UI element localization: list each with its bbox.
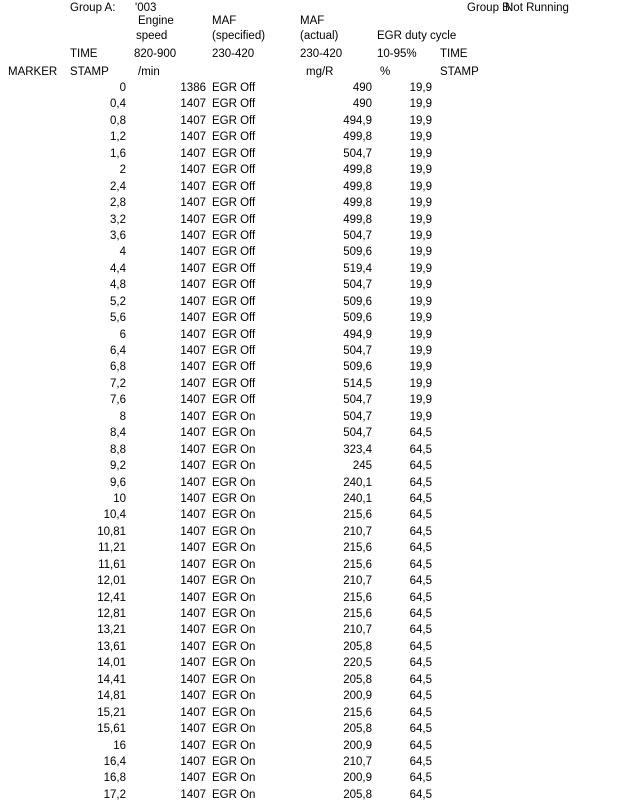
time-stamp-cell: 14,41: [97, 673, 126, 686]
engine-speed-cell: 1407: [180, 575, 206, 588]
table-row: [0, 458, 620, 474]
maf-actual-header-line3: 230-420: [300, 48, 343, 60]
egr-status-cell: EGR Off: [212, 213, 256, 226]
egr-duty-cell: 19,9: [409, 345, 432, 357]
engine-speed-cell: 1407: [180, 180, 206, 193]
table-row: [0, 179, 620, 195]
maf-actual-cell: 514,5: [343, 377, 372, 390]
engine-speed-cell: 1407: [180, 394, 206, 407]
time-stamp-cell: 7,6: [110, 394, 126, 407]
maf-actual-cell: 499,8: [343, 213, 372, 226]
maf-actual-cell: 200,9: [343, 772, 372, 785]
engine-speed-cell: 1407: [180, 690, 206, 703]
engine-speed-cell: 1407: [180, 591, 206, 604]
egr-duty-cell: 64,5: [409, 640, 432, 653]
maf-actual-cell: 509,6: [343, 361, 372, 374]
table-row: [0, 442, 620, 458]
engine-speed-cell: 1407: [180, 443, 206, 456]
time-stamp-cell: 6: [119, 328, 126, 341]
time-stamp-cell: 14,01: [97, 657, 126, 670]
table-row: [0, 212, 620, 228]
table-row: [0, 359, 620, 375]
engine-speed-cell: 1407: [180, 673, 206, 686]
egr-status-cell: EGR On: [212, 608, 256, 620]
egr-status-cell: EGR Off: [212, 147, 256, 160]
maf-actual-cell: 499,8: [343, 131, 372, 144]
engine-speed-cell: 1407: [180, 706, 206, 719]
maf-actual-cell: 210,7: [343, 755, 372, 768]
time-stamp-cell: 13,21: [97, 624, 126, 637]
time-stamp-cell: 8,4: [110, 427, 126, 440]
egr-duty-cell: 64,5: [409, 542, 432, 555]
table-row: [0, 655, 620, 671]
engine-speed-cell: 1407: [180, 460, 206, 473]
engine-speed-cell: 1407: [180, 328, 206, 341]
egr-duty-cell: 64,5: [409, 739, 432, 752]
egr-status-cell: EGR On: [212, 723, 256, 736]
table-row: [0, 228, 620, 244]
egr-status-cell: EGR On: [212, 690, 256, 703]
egr-status-cell: EGR Off: [212, 312, 256, 325]
maf-actual-cell: 519,4: [343, 262, 372, 275]
engine-speed-cell: 1407: [180, 788, 206, 801]
egr-status-cell: EGR On: [212, 624, 256, 637]
time-stamp-cell: 8: [119, 410, 126, 423]
maf-actual-cell: 504,7: [343, 345, 372, 357]
time-stamp-cell: 0,8: [110, 114, 126, 127]
engine-speed-cell: 1407: [180, 723, 206, 736]
maf-actual-cell: 240,1: [343, 492, 372, 505]
maf-actual-cell: 504,7: [343, 279, 372, 292]
group-a-value: '003: [135, 2, 157, 14]
egr-status-cell: EGR Off: [212, 295, 256, 308]
egr-duty-cell: 19,9: [409, 147, 432, 160]
egr-status-cell: EGR Off: [212, 229, 256, 242]
egr-duty-cell: 19,9: [409, 98, 432, 111]
egr-duty-cell: 64,5: [409, 575, 432, 588]
egr-status-cell: EGR On: [212, 575, 256, 588]
egr-status-cell: EGR Off: [212, 345, 256, 357]
egr-status-cell: EGR On: [212, 542, 256, 555]
maf-actual-cell: 509,6: [343, 246, 372, 259]
egr-duty-cell: 64,5: [409, 591, 432, 604]
maf-actual-cell: 504,7: [343, 229, 372, 242]
table-row: [0, 491, 620, 507]
egr-status-cell: EGR Off: [212, 377, 256, 390]
engine-speed-cell: 1407: [180, 427, 206, 440]
engine-speed-cell: 1407: [180, 608, 206, 620]
maf-spec-header-line1: MAF: [212, 15, 237, 27]
table-row: [0, 540, 620, 556]
maf-actual-cell: 205,8: [343, 673, 372, 686]
maf-actual-cell: 499,8: [343, 197, 372, 210]
maf-actual-header-line4: mg/R: [306, 66, 334, 78]
table-row: [0, 672, 620, 688]
egr-status-cell: EGR On: [212, 640, 256, 653]
egr-status-cell: EGR On: [212, 427, 256, 440]
time-stamp-cell: 9,6: [110, 476, 126, 489]
table-row: [0, 622, 620, 638]
engine-speed-cell: 1407: [180, 312, 206, 325]
time-stamp-cell: 9,2: [110, 460, 126, 473]
engine-speed-cell: 1407: [180, 657, 206, 670]
table-row: [0, 343, 620, 359]
table-row: [0, 310, 620, 326]
engine-speed-cell: 1407: [180, 492, 206, 505]
maf-actual-cell: 220,5: [343, 657, 372, 670]
table-row: [0, 475, 620, 491]
engine-speed-cell: 1407: [180, 410, 206, 423]
maf-actual-header-line1: MAF: [300, 15, 325, 27]
egr-duty-cell: 64,5: [409, 657, 432, 670]
table-row: [0, 721, 620, 737]
engine-speed-cell: 1407: [180, 246, 206, 259]
time-stamp-cell: 16,4: [103, 755, 126, 768]
egr-status-cell: EGR On: [212, 739, 256, 752]
time-stamp-cell: 3,6: [110, 229, 126, 242]
time-stamp-cell: 2: [119, 164, 126, 177]
engine-speed-cell: 1407: [180, 164, 206, 177]
egr-status-cell: EGR Off: [212, 197, 256, 210]
egr-status-cell: EGR Off: [212, 82, 256, 94]
maf-actual-cell: 205,8: [343, 788, 372, 801]
maf-actual-cell: 499,8: [343, 164, 372, 177]
time-stamp-header-line1: TIME: [70, 48, 98, 60]
egr-duty-cell: 19,9: [409, 394, 432, 407]
table-row: [0, 507, 620, 523]
table-row: [0, 606, 620, 622]
egr-duty-cell: 19,9: [409, 229, 432, 242]
table-row: [0, 261, 620, 277]
table-row: [0, 524, 620, 540]
egr-duty-header-line1: EGR duty cycle: [377, 30, 457, 42]
engine-speed-cell: 1407: [180, 509, 206, 522]
engine-speed-cell: 1407: [180, 640, 206, 653]
maf-actual-cell: 323,4: [343, 443, 372, 456]
time-stamp-cell: 0,4: [110, 98, 126, 111]
table-row: [0, 573, 620, 589]
egr-duty-cell: 64,5: [409, 673, 432, 686]
egr-duty-cell: 64,5: [409, 443, 432, 456]
egr-status-cell: EGR Off: [212, 131, 256, 144]
egr-status-cell: EGR On: [212, 591, 256, 604]
maf-actual-cell: 509,6: [343, 312, 372, 325]
maf-actual-cell: 490: [352, 82, 372, 94]
egr-duty-cell: 64,5: [409, 608, 432, 620]
egr-status-cell: EGR On: [212, 525, 256, 538]
maf-actual-cell: 504,7: [343, 147, 372, 160]
time-stamp-cell: 0: [119, 82, 126, 94]
maf-actual-cell: 499,8: [343, 180, 372, 193]
egr-status-cell: EGR Off: [212, 394, 256, 407]
table-row: [0, 244, 620, 260]
speed-header-line4: /min: [138, 66, 160, 78]
time-stamp-cell: 7,2: [110, 377, 126, 390]
time-stamp-cell: 17,2: [103, 788, 126, 801]
egr-duty-cell: 19,9: [409, 312, 432, 325]
table-row: [0, 327, 620, 343]
egr-status-cell: EGR On: [212, 772, 256, 785]
egr-status-cell: EGR Off: [212, 114, 256, 127]
egr-status-cell: EGR On: [212, 410, 256, 423]
egr-status-cell: EGR On: [212, 788, 256, 801]
maf-spec-header-line3: 230-420: [212, 48, 255, 60]
egr-duty-header-line3: %: [380, 66, 391, 78]
egr-duty-cell: 19,9: [409, 197, 432, 210]
engine-speed-cell: 1407: [180, 197, 206, 210]
maf-actual-cell: 210,7: [343, 575, 372, 588]
table-row: [0, 392, 620, 408]
engine-speed-cell: 1407: [180, 377, 206, 390]
egr-status-cell: EGR On: [212, 476, 256, 489]
table-row: [0, 195, 620, 211]
engine-speed-cell: 1407: [180, 279, 206, 292]
engine-speed-cell: 1407: [180, 345, 206, 357]
time-stamp-cell: 3,2: [110, 213, 126, 226]
speed-header-line2: speed: [136, 30, 168, 42]
egr-duty-cell: 64,5: [409, 723, 432, 736]
egr-duty-cell: 64,5: [409, 772, 432, 785]
time-stamp-cell: 12,41: [97, 591, 126, 604]
table-row: [0, 162, 620, 178]
engine-speed-cell: 1407: [180, 542, 206, 555]
time-stamp-b-header-line1: TIME: [440, 48, 468, 60]
egr-duty-cell: 19,9: [409, 131, 432, 144]
maf-actual-cell: 240,1: [343, 476, 372, 489]
egr-status-cell: EGR On: [212, 460, 256, 473]
table-row: [0, 787, 620, 803]
time-stamp-cell: 1,2: [110, 131, 126, 144]
maf-actual-cell: 210,7: [343, 525, 372, 538]
time-stamp-cell: 10,81: [97, 525, 126, 538]
egr-status-cell: EGR On: [212, 443, 256, 456]
table-row: [0, 639, 620, 655]
maf-actual-cell: 205,8: [343, 640, 372, 653]
time-stamp-cell: 2,4: [110, 180, 126, 193]
engine-speed-cell: 1407: [180, 361, 206, 374]
engine-speed-cell: 1407: [180, 262, 206, 275]
egr-status-cell: EGR On: [212, 657, 256, 670]
maf-actual-cell: 215,6: [343, 542, 372, 555]
maf-actual-cell: 215,6: [343, 509, 372, 522]
maf-actual-cell: 200,9: [343, 690, 372, 703]
maf-actual-cell: 215,6: [343, 591, 372, 604]
engine-speed-cell: 1407: [180, 558, 206, 571]
egr-duty-cell: 19,9: [409, 82, 432, 94]
maf-actual-cell: 490: [352, 98, 372, 111]
time-stamp-header-line2: STAMP: [70, 66, 109, 78]
time-stamp-cell: 4,8: [110, 279, 126, 292]
egr-status-cell: EGR On: [212, 509, 256, 522]
engine-speed-cell: 1407: [180, 98, 206, 111]
maf-actual-cell: 245: [352, 460, 372, 473]
egr-duty-cell: 64,5: [409, 509, 432, 522]
time-stamp-cell: 12,81: [97, 608, 126, 620]
table-row: [0, 688, 620, 704]
maf-actual-cell: 215,6: [343, 608, 372, 620]
table-row: [0, 705, 620, 721]
maf-actual-cell: 504,7: [343, 410, 372, 423]
egr-duty-cell: 64,5: [409, 492, 432, 505]
table-row: [0, 96, 620, 112]
egr-duty-cell: 64,5: [409, 427, 432, 440]
egr-status-cell: EGR Off: [212, 164, 256, 177]
maf-actual-cell: 504,7: [343, 427, 372, 440]
maf-spec-header-line2: (specified): [212, 30, 266, 42]
maf-actual-header-line2: (actual): [300, 30, 339, 42]
table-row: [0, 557, 620, 573]
maf-actual-cell: 215,6: [343, 706, 372, 719]
table-row: [0, 294, 620, 310]
time-stamp-cell: 10: [113, 492, 126, 505]
egr-status-cell: EGR Off: [212, 361, 256, 374]
time-stamp-cell: 11,21: [98, 542, 126, 555]
egr-duty-cell: 19,9: [409, 377, 432, 390]
egr-status-cell: EGR Off: [212, 328, 256, 341]
table-row: [0, 409, 620, 425]
group-b-label: Group B:: [467, 2, 514, 14]
maf-actual-cell: 509,6: [343, 295, 372, 308]
engine-speed-cell: 1407: [180, 229, 206, 242]
time-stamp-cell: 5,2: [110, 295, 126, 308]
egr-status-cell: EGR Off: [212, 98, 256, 111]
egr-duty-cell: 19,9: [409, 279, 432, 292]
egr-duty-cell: 64,5: [409, 755, 432, 768]
maf-actual-cell: 205,8: [343, 723, 372, 736]
egr-status-cell: EGR Off: [212, 246, 256, 259]
table-row: [0, 590, 620, 606]
egr-status-cell: EGR Off: [212, 279, 256, 292]
table-row: [0, 425, 620, 441]
table-row: [0, 277, 620, 293]
time-stamp-cell: 10,4: [103, 509, 126, 522]
engine-speed-cell: 1407: [180, 131, 206, 144]
egr-status-cell: EGR On: [212, 492, 256, 505]
engine-speed-cell: 1407: [180, 624, 206, 637]
group-b-value: Not Running: [505, 2, 569, 14]
engine-speed-cell: 1386: [180, 82, 206, 94]
maf-actual-cell: 504,7: [343, 394, 372, 407]
table-row: [0, 146, 620, 162]
speed-header-line3: 820-900: [134, 48, 177, 60]
time-stamp-cell: 5,6: [110, 312, 126, 325]
table-row: [0, 738, 620, 754]
engine-speed-cell: 1407: [180, 213, 206, 226]
egr-duty-cell: 19,9: [409, 180, 432, 193]
egr-duty-cell: 19,9: [409, 262, 432, 275]
engine-speed-cell: 1407: [180, 755, 206, 768]
data-table-body: [0, 80, 620, 803]
marker-header: MARKER: [8, 66, 58, 78]
group-a-label: Group A:: [70, 2, 116, 14]
time-stamp-cell: 15,21: [97, 706, 126, 719]
table-row: [0, 129, 620, 145]
egr-duty-cell: 64,5: [409, 706, 432, 719]
egr-status-cell: EGR On: [212, 706, 256, 719]
time-stamp-cell: 4: [119, 246, 126, 259]
egr-duty-header-line2: 10-95%: [377, 48, 417, 60]
time-stamp-cell: 15,61: [97, 723, 126, 736]
engine-speed-cell: 1407: [180, 739, 206, 752]
egr-duty-cell: 19,9: [409, 213, 432, 226]
table-row: [0, 376, 620, 392]
speed-header-line1: Engine: [138, 15, 174, 27]
time-stamp-cell: 14,81: [97, 690, 126, 703]
maf-actual-cell: 494,9: [343, 114, 372, 127]
time-stamp-cell: 16,8: [103, 772, 126, 785]
time-stamp-cell: 4,4: [110, 262, 126, 275]
table-row: [0, 754, 620, 770]
egr-duty-cell: 19,9: [409, 328, 432, 341]
table-row: [0, 770, 620, 786]
egr-duty-cell: 19,9: [409, 361, 432, 374]
egr-duty-cell: 64,5: [409, 476, 432, 489]
egr-status-cell: EGR Off: [212, 180, 256, 193]
egr-duty-cell: 19,9: [409, 164, 432, 177]
time-stamp-cell: 16: [113, 739, 126, 752]
time-stamp-b-header-line2: STAMP: [440, 66, 479, 78]
egr-duty-cell: 19,9: [409, 246, 432, 259]
table-row: [0, 113, 620, 129]
egr-duty-cell: 19,9: [409, 410, 432, 423]
time-stamp-cell: 12,01: [97, 575, 126, 588]
engine-speed-cell: 1407: [180, 295, 206, 308]
egr-duty-cell: 64,5: [409, 525, 432, 538]
time-stamp-cell: 8,8: [110, 443, 126, 456]
egr-status-cell: EGR Off: [212, 262, 256, 275]
time-stamp-cell: 11,61: [98, 558, 126, 571]
time-stamp-cell: 2,8: [110, 197, 126, 210]
egr-duty-cell: 64,5: [409, 788, 432, 801]
time-stamp-cell: 1,6: [110, 147, 126, 160]
maf-actual-cell: 200,9: [343, 739, 372, 752]
maf-actual-cell: 215,6: [343, 558, 372, 571]
engine-speed-cell: 1407: [180, 114, 206, 127]
egr-duty-cell: 64,5: [409, 690, 432, 703]
time-stamp-cell: 6,8: [110, 361, 126, 374]
egr-status-cell: EGR On: [212, 755, 256, 768]
egr-duty-cell: 64,5: [409, 624, 432, 637]
maf-actual-cell: 210,7: [343, 624, 372, 637]
egr-duty-cell: 64,5: [409, 558, 432, 571]
engine-speed-cell: 1407: [180, 147, 206, 160]
engine-speed-cell: 1407: [180, 525, 206, 538]
maf-actual-cell: 494,9: [343, 328, 372, 341]
table-row: [0, 80, 620, 96]
egr-duty-cell: 19,9: [409, 114, 432, 127]
egr-duty-cell: 64,5: [409, 460, 432, 473]
engine-speed-cell: 1407: [180, 476, 206, 489]
time-stamp-cell: 6,4: [110, 345, 126, 357]
egr-status-cell: EGR On: [212, 673, 256, 686]
egr-status-cell: EGR On: [212, 558, 256, 571]
engine-speed-cell: 1407: [180, 772, 206, 785]
time-stamp-cell: 13,61: [97, 640, 126, 653]
egr-duty-cell: 19,9: [409, 295, 432, 308]
